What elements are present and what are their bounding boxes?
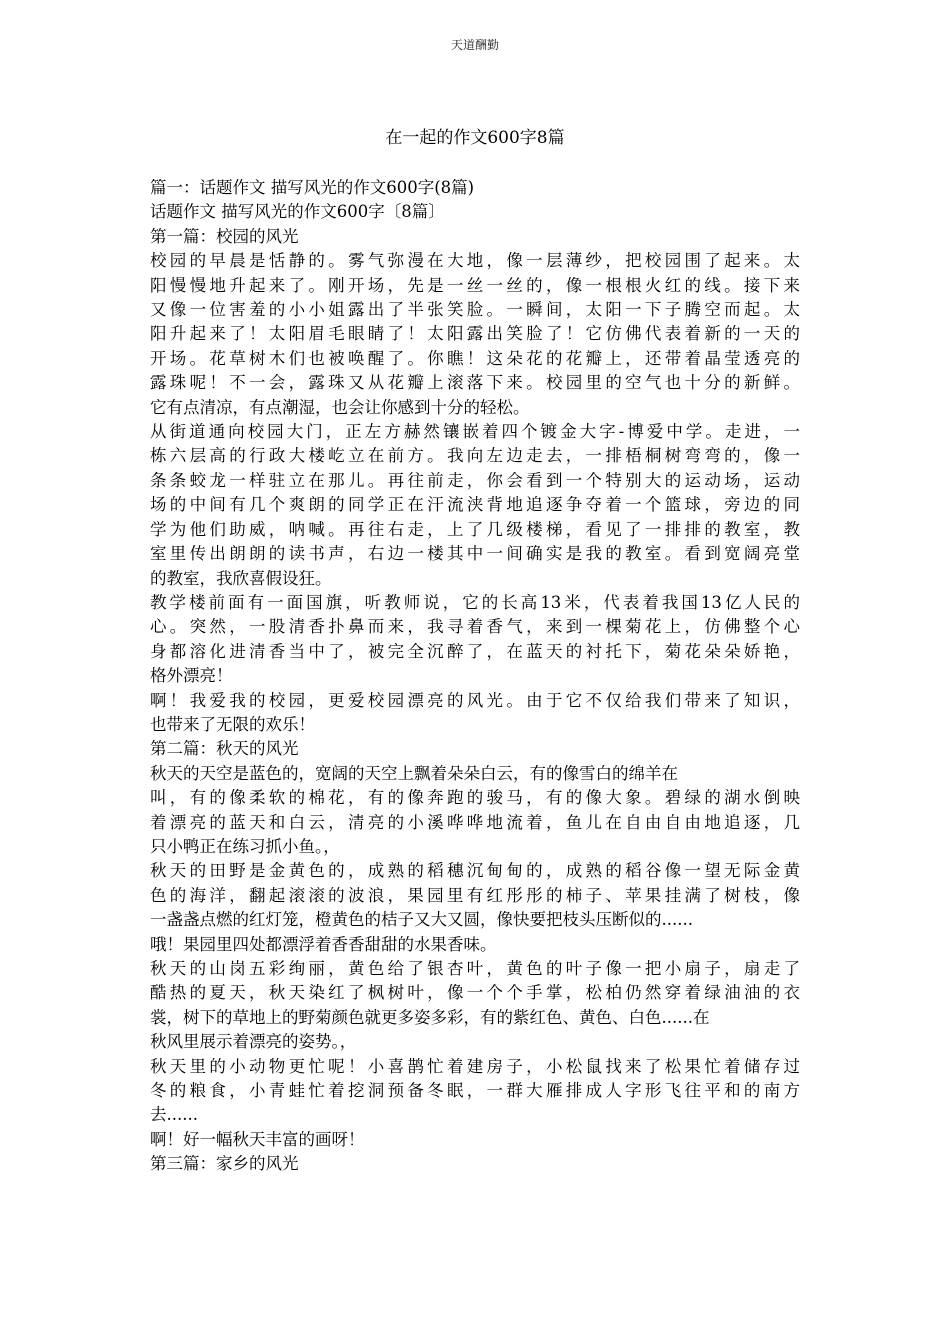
text-line: 教学楼前面有一面国旗，听教师说，它的长高13米，代表着我国13亿人民的 [150,592,800,612]
text-line: 冬的粮食，小青蛙忙着挖洞预备冬眠，一群大雁排成人字形飞往平和的南方 [150,1081,800,1101]
text-line: 学为他们助威，呐喊。再往右走，上了几级楼梯，看见了一排排的教室，教 [150,519,800,539]
text-line: 阳慢慢地升起来了。刚开场，先是一丝一丝的，像一根根火红的线。接下来 [150,275,800,295]
text-line: 秋天里的小动物更忙呢！小喜鹊忙着建房子，小松鼠找来了松果忙着储存过 [150,1056,800,1076]
text-line: 露珠呢！不一会，露珠又从花瓣上滚落下来。校园里的空气也十分的新鲜。 [150,373,800,393]
text-line: 篇一：话题作文 描写风光的作文600字(8篇) [150,178,475,197]
text-line: 只小鸭正在练习抓小鱼。， [150,836,340,856]
text-line: 啊！好一幅秋天丰富的画呀！ [150,1129,365,1149]
text-line: 哦！果园里四处都漂浮着香香甜甜的水果香味。 [150,934,497,954]
text-line: 一盏盏点燃的红灯笼，橙黄色的桔子又大又圆，像快要把枝头压断似的...... [150,910,693,930]
text-line: 室里传出朗朗的读书声，右边一楼其中一间确实是我的教室。看到宽阔亮堂 [150,544,800,564]
text-line: 的教室，我欣喜假设狂。 [150,568,332,588]
text-line: 啊！我爱我的校园，更爱校园漂亮的风光。由于它不仅给我们带来了知识， [150,690,800,710]
text-line: 校园的早晨是恬静的。雾气弥漫在大地，像一层薄纱，把校园围了起来。太 [150,251,800,271]
text-line: 话题作文 描写风光的作文600字〔8篇〕 [150,202,445,222]
text-line: 场的中间有几个爽朗的同学正在汗流浃背地追逐争夺着一个篮球，旁边的同 [150,495,800,515]
document-title: 在一起的作文600字8篇 [385,128,565,148]
text-line: 第一篇：校园的风光 [150,226,299,246]
text-line: 栋六层高的行政大楼屹立在前方。我向左边走去，一排梧桐树弯弯的，像一 [150,446,800,466]
text-line: 秋风里展示着漂亮的姿势。， [150,1032,357,1052]
text-line: 开场。花草树木们也被唤醒了。你瞧！这朵花的花瓣上，还带着晶莹透亮的 [150,348,800,368]
text-line: 秋天的田野是金黄色的，成熟的稻穗沉甸甸的，成熟的稻谷像一望无际金黄 [150,861,800,881]
text-line: 它有点清凉，有点潮湿，也会让你感到十分的轻松。 [150,397,530,417]
text-line: 从街道通向校园大门，正左方赫然镶嵌着四个镀金大字-博爱中学。走进，一 [150,422,800,442]
text-line: 也带来了无限的欢乐！ [150,714,315,734]
text-line: 色的海洋，翻起滚滚的波浪，果园里有红彤彤的柿子、苹果挂满了树枝，像 [150,885,800,905]
text-line: 去...... [150,1105,198,1125]
text-line: 叫，有的像柔软的棉花，有的像奔跑的骏马，有的像大象。碧绿的湖水倒映 [150,788,800,808]
text-line: 又像一位害羞的小小姐露出了半张笑脸。一瞬间，太阳一下子腾空而起。太 [150,300,800,320]
text-line: 第二篇：秋天的风光 [150,739,299,759]
text-line: 条条蛟龙一样驻立在那儿。再往前走，你会看到一个特别大的运动场，运动 [150,470,800,490]
text-line: 身都溶化进清香当中了，被完全沉醉了，在蓝天的衬托下，菊花朵朵娇艳， [150,641,800,661]
text-line: 第三篇：家乡的风光 [150,1154,299,1174]
text-line: 裳，树下的草地上的野菊颜色就更多姿多彩，有的紫红色、黄色、白色......在 [150,1007,710,1027]
document-body [150,176,800,1177]
text-line: 秋天的天空是蓝色的，宽阔的天空上飘着朵朵白云，有的像雪白的绵羊在 [150,763,678,783]
page-header: 天道酬勤 [450,38,499,52]
text-line: 格外漂亮！ [150,666,233,686]
text-line: 着漂亮的蓝天和白云，清亮的小溪哗哗地流着，鱼儿在自由自由地追逐，几 [150,812,800,832]
text-line: 心。突然，一股清香扑鼻而来，我寻着香气，来到一棵菊花上，仿佛整个心 [150,617,800,637]
text-line: 秋天的山岗五彩绚丽，黄色给了银杏叶，黄色的叶子像一把小扇子，扇走了 [150,959,800,978]
text-line: 酷热的夏天，秋天染红了枫树叶，像一个个手掌，松柏仍然穿着绿油油的衣 [150,983,800,1003]
text-line: 阳升起来了！太阳眉毛眼睛了！太阳露出笑脸了！它仿佛代表着新的一天的 [150,324,800,344]
